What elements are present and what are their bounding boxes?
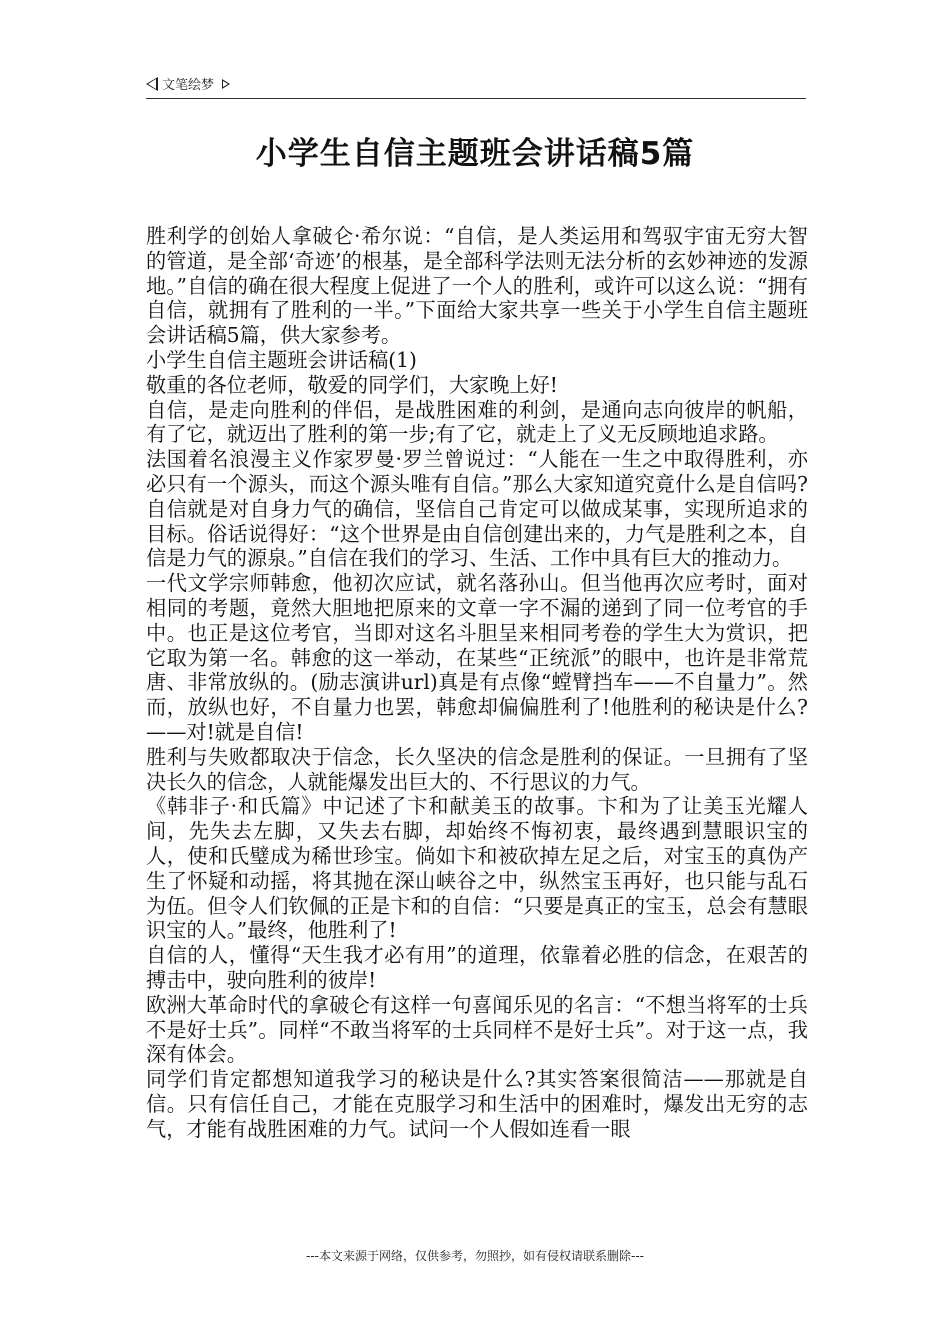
paragraph: 欧洲大革命时代的拿破仑有这样一句喜闻乐见的名言：“不想当将军的士兵不是好士兵”。同样“不敢当将军的士兵同样不是好士兵”。对于这一点，我深有体会。: [146, 992, 808, 1067]
triangle-right-icon: [222, 79, 230, 89]
brand: [146, 74, 806, 93]
paragraph: 法国着名浪漫主义作家罗曼·罗兰曾说过：“人能在一生之中取得胜利，亦必只有一个源头，而这个源头唯有自信。”那么大家知道究竟什么是自信吗?自信就是对自身力气的确信，坚信自己肯定可以做成某事，实现所追求的目标。俗话说得好：“这个世界是由自信创建出来的，力气是胜利之本，自信是力气的源泉。”自信在我们的学习、生活、工作中具有巨大的推动力。: [146, 447, 808, 571]
document-body: [146, 224, 808, 1141]
paragraph: 《韩非子·和氏篇》中记述了卞和献美玉的故事。卞和为了让美玉光耀人间，先失去左脚，又失去右脚，却始终不悔初衷，最终遇到慧眼识宝的人，使和氏璧成为稀世珍宝。倘如卞和被砍掉左足之后，对宝玉的真伪产生了怀疑和动摇，将其抛在深山峡谷之中，纵然宝玉再好，也只能与乱石为伍。但令人们钦佩的正是卞和的自信：“只要是真正的宝玉，总会有慧眼识宝的人。”最终，他胜利了!: [146, 794, 808, 943]
paragraph: 自信，是走向胜利的伴侣，是战胜困难的利剑，是通向志向彼岸的帆船，有了它，就迈出了胜利的第一步;有了它，就走上了义无反顾地追求路。: [146, 397, 808, 447]
brand-name: 文笔绘梦: [162, 78, 215, 93]
document-header: [146, 74, 806, 98]
header-rule: [146, 98, 806, 99]
paragraph: 一代文学宗师韩愈，他初次应试，就名落孙山。但当他再次应考时，面对相同的考题，竟然大胆地把原来的文章一字不漏的递到了同一位考官的手中。也正是这位考官，当即对这名斗胆呈来相同考卷的学生大为赏识，把它取为第一名。韩愈的这一举动，在某些“正统派”的眼中，也许是非常荒唐、非常放纵的。(励志演讲url)真是有点像“螳臂挡车——不自量力”。然而，放纵也好，不自量力也罢，韩愈却偏偏胜利了!他胜利的秘诀是什么?——对!就是自信!: [146, 571, 808, 744]
triangle-left-icon: [146, 77, 158, 91]
paragraph: 自信的人，懂得“天生我才必有用”的道理，依靠着必胜的信念，在艰苦的搏击中，驶向胜利的彼岸!: [146, 943, 808, 992]
paragraph: 胜利与失败都取决于信念，长久坚决的信念是胜利的保证。一旦拥有了坚决长久的信念，人就能爆发出巨大的、不行思议的力气。: [146, 744, 808, 794]
paragraph: 敬重的各位老师，敬爱的同学们，大家晚上好!: [146, 372, 558, 397]
paragraph: 同学们肯定都想知道我学习的秘诀是什么?其实答案很简洁——那就是自信。只有信任自己，才能在克服学习和生活中的困难时，爆发出无穷的志气，才能有战胜困难的力气。试问一个人假如连看一眼: [146, 1067, 808, 1141]
footer-disclaimer: ---本文来源于网络，仅供参考，勿照抄，如有侵权请联系删除---: [306, 1249, 644, 1263]
section-heading: 小学生自信主题班会讲话稿(1): [146, 347, 417, 372]
paragraph: 胜利学的创始人拿破仑·希尔说：“自信，是人类运用和驾驭宇宙无穷大智的管道，是全部‘奇迹’的根基，是全部科学法则无法分析的玄妙神迹的发源地。”自信的确在很大程度上促进了一个人的胜利，或许可以这么说：“拥有自信，就拥有了胜利的一半。”下面给大家共享一些关于小学生自信主题班会讲话稿5篇，供大家参考。: [146, 224, 808, 348]
document-title: 小学生自信主题班会讲话稿5篇: [255, 136, 695, 172]
